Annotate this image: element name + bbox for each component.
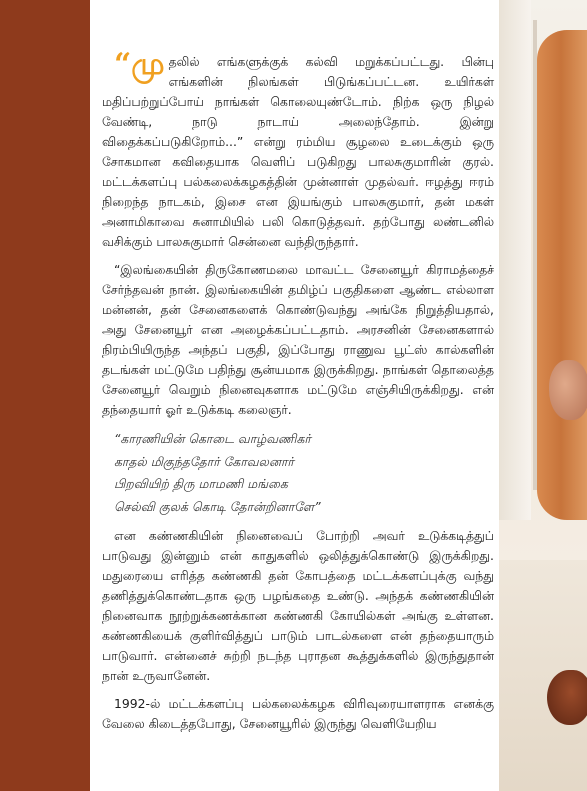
article-body: [102, 47, 494, 742]
photo-strip: [499, 0, 587, 791]
paragraph-4: 1992-ல் மட்டக்களப்பு பல்கலைக்கழக விரிவுரையாளராக எனக்கு வேலை கிடைத்தபோது, சேனையூரில் இருந்து வெளியேறிய: [102, 696, 494, 731]
paragraph-3: என கண்ணகியின் நினைவைப் போற்றி அவர் உடுக்கடித்துப் பாடுவது இன்னும் என் காதுகளில் ஒலித்துக்கொண்டு இருக்கிறது. மதுரையை எரித்த கண்ணகி தன் கோபத்தை மட்டக்களப்புக்கு வந்து தணித்துக்கொண்டதாக ஒரு பழங்கதை உண்டு. அந்தக் கண்ணகியின் நினைவாக நூற்றுக்கணக்கான கண்ணகி கோயில்கள் அங்கு உள்ளன. கண்ணகியைக் குளிர்வித்துப் பாடும் பாடல்களை என் தந்தையாரும் பாடுவார். என்னைச் சுற்றி நடந்த புராதன கூத்துக்களில் இருந்துதான் நான் உருவானேன்.: [102, 528, 494, 683]
photo-instrument: [537, 30, 587, 520]
paragraph-2: “இலங்கையின் திருகோணமலை மாவட்ட சேனையூர் கிராமத்தைச் சேர்ந்தவன் நான். இலங்கையின் தமிழ்ப் பகுதிகளை ஆண்ட எல்லாள மன்னன், தன் சேனைகளைக் கொண்டுவந்து அங்கே நிறுத்தியதால், அது சேனையூர் என அழைக்கப்பட்டதாம். அரசனின் சேனைகளால் நிரம்பியிருந்த அந்தப் பகுதி, இப்போது ராணுவ பூட்ஸ் கால்களின் தடங்கள் மட்டுமே பதிந்து சூன்யமாக இருக்கிறது. நாங்கள் தொலைத்த சேனையூர் வெறும் நினைவுகளாக மட்டுமே எஞ்சியிருக்கிறது. என் தந்தையார் ஓர் உடுக்கடி கலைஞர்.: [102, 262, 494, 417]
paragraph-1: [102, 47, 494, 252]
poem-block: [102, 428, 494, 518]
paragraph-1-text: தலில் எங்களுக்குக் கல்வி மறுக்கப்பட்டது. பின்பு எங்களின் நிலங்கள் பிடுங்கப்பட்டன. உயிர்கள் மதிப்பற்றுப்போய் நாங்கள் கொலையுண்டோம். நிற்க ஒரு நிழல் வேண்டி, நாடு நாடாய் அலைந்தோம். இன்று விதைக்கப்படுகிறோம்...” என்று ரம்மிய சூழலை உடைக்கும் ஒரு சோகமான கவிதையாக வெளிப் படுகிறது பாலசுகுமாரின் குரல். மட்டக்களப்பு பல்கலைக்கழகத்தின் முன்னாள் முதல்வர். ஈழத்து ஈரம் நிறைந்த நாடகம், இசை என இயங்கும் பாலசுகுமார், தன் மகள் அனாமிகாவை சுனாமியில் பலி கொடுத்தவர். தற்போது லண்டனில் வசிக்கும் பாலசுகுமார் சென்னை வந்திருந்தார்.: [102, 54, 494, 249]
photo-pillar: [499, 0, 531, 520]
poem-line-4: செல்வி குலக் கொடி தோன்றினாளே”: [114, 498, 321, 514]
poem-line-2: காதல் மிகுந்ததோர் கோவலனார்: [114, 453, 294, 469]
photo-hand: [549, 360, 587, 420]
poem-line-1: “காரணியின் கொடை வாழ்வணிகர்: [114, 431, 311, 446]
drop-cap: “மு: [114, 47, 165, 82]
left-color-band: [0, 0, 90, 791]
photo-foot: [547, 670, 587, 725]
poem-line-3: பிறவியிற் திரு மாமணி மங்கை: [114, 476, 288, 491]
